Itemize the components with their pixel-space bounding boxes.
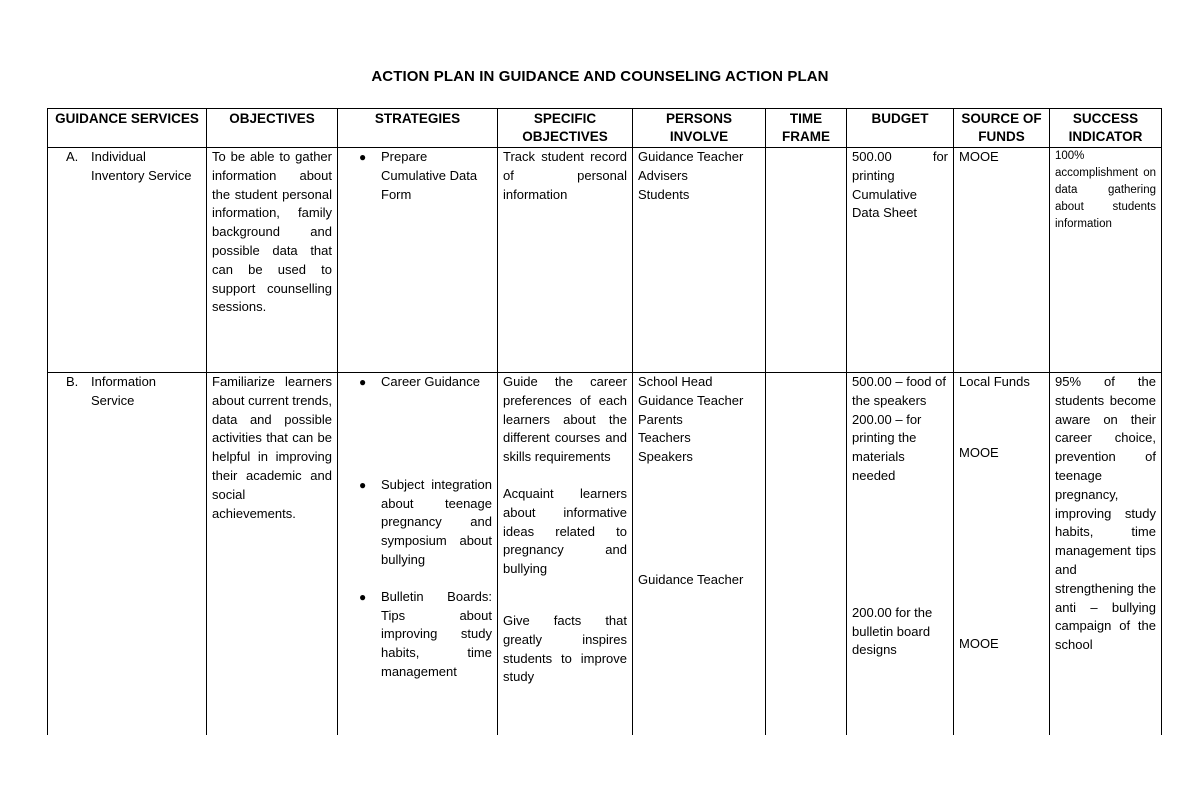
specific-objective-item: Guide the career preferences of each learners about the different courses and skills requirements <box>503 374 627 465</box>
person-item: Advisers <box>638 167 688 183</box>
header-specific-objectives: SPECIFIC OBJECTIVES <box>498 109 633 148</box>
service-name: Information Service <box>91 374 157 408</box>
person-item: Guidance Teacher <box>638 571 744 587</box>
cell-persons <box>633 373 766 736</box>
header-guidance-services: GUIDANCE SERVICES <box>48 109 207 148</box>
bullet-icon: ● <box>359 375 367 389</box>
bullet-icon: ● <box>359 477 367 492</box>
person-item: Parents <box>638 411 683 427</box>
specific-objective-item: Track student record of personal information <box>503 149 627 202</box>
fund-item: MOOE <box>959 635 999 651</box>
cell-strategies <box>338 148 498 373</box>
budget-item: 500.00 – food of the speakers <box>852 374 946 408</box>
person-item: Guidance Teacher <box>638 392 744 408</box>
service-name: Individual Inventory Service <box>91 149 192 183</box>
cell-time-frame <box>766 148 847 373</box>
cell-funds <box>954 373 1050 736</box>
fund-item: MOOE <box>959 149 999 164</box>
table-row <box>48 148 1162 373</box>
cell-service <box>48 373 207 736</box>
budget-item: 500.00 for printing Cumulative Data Sheet <box>852 149 948 221</box>
budget-item: 200.00 for the bulletin board designs <box>852 604 933 658</box>
action-plan-table <box>47 108 1162 735</box>
cell-persons <box>633 148 766 373</box>
header-strategies: STRATEGIES <box>338 109 498 148</box>
header-persons-involve: PERSONS INVOLVE <box>633 109 766 148</box>
bullet-icon: ● <box>359 150 367 164</box>
cell-service <box>48 148 207 373</box>
cell-objectives: To be able to gather information about the student personal information, family background and possible data that can be used to support counselling sessions. <box>207 148 338 373</box>
cell-specific-objectives <box>498 373 633 736</box>
cell-success-indicator: 95% of the students become aware on their career choice, prevention of teenage pregnancy, improving study habits, time management tips and strengthening the anti – bullying campaign of the school <box>1050 373 1162 736</box>
strategy-item: Bulletin Boards: Tips about improving study habits, time management <box>381 588 492 679</box>
budget-item: 200.00 – for printing the materials needed <box>852 411 922 483</box>
strategy-item: Subject integration about teenage pregnancy and symposium about bullying <box>381 476 492 567</box>
person-item: Speakers <box>638 449 693 465</box>
person-item: Teachers <box>638 430 691 446</box>
header-source-of-funds: SOURCE OF FUNDS <box>954 109 1050 148</box>
cell-budget <box>847 148 954 373</box>
fund-item: Local Funds <box>959 374 1030 389</box>
bullet-icon: ● <box>359 589 367 604</box>
cell-budget <box>847 373 954 736</box>
table-row <box>48 373 1162 736</box>
document-title: ACTION PLAN IN GUIDANCE AND COUNSELING ACTION PLAN <box>371 68 829 85</box>
cell-strategies <box>338 373 498 736</box>
cell-objectives: Familiarize learners about current trends, data and possible activities that can be helpful in improving their academic and social achievements. <box>207 373 338 736</box>
strategy-item: Career Guidance <box>381 374 480 389</box>
cell-specific-objectives <box>498 148 633 373</box>
cell-time-frame <box>766 373 847 736</box>
person-item: Students <box>638 186 690 202</box>
table-header-row <box>48 109 1162 148</box>
strategy-item: Prepare Cumulative Data Form <box>381 149 478 202</box>
person-item: Guidance Teacher <box>638 149 744 164</box>
header-success-indicator: SUCCESS INDICATOR <box>1050 109 1162 148</box>
specific-objective-item: Give facts that greatly inspires students to improve study <box>503 612 627 685</box>
cell-funds <box>954 148 1050 373</box>
header-time-frame: TIME FRAME <box>766 109 847 148</box>
fund-item: MOOE <box>959 444 999 460</box>
service-label: B. <box>66 374 79 389</box>
header-objectives: OBJECTIVES <box>207 109 338 148</box>
cell-success-indicator: 100% accomplishment on data gathering about students information <box>1050 148 1162 373</box>
header-budget: BUDGET <box>847 109 954 148</box>
specific-objective-item: Acquaint learners about informative ideas related to pregnancy and bullying <box>503 485 627 577</box>
service-label: A. <box>66 149 79 164</box>
person-item: School Head <box>638 374 713 389</box>
